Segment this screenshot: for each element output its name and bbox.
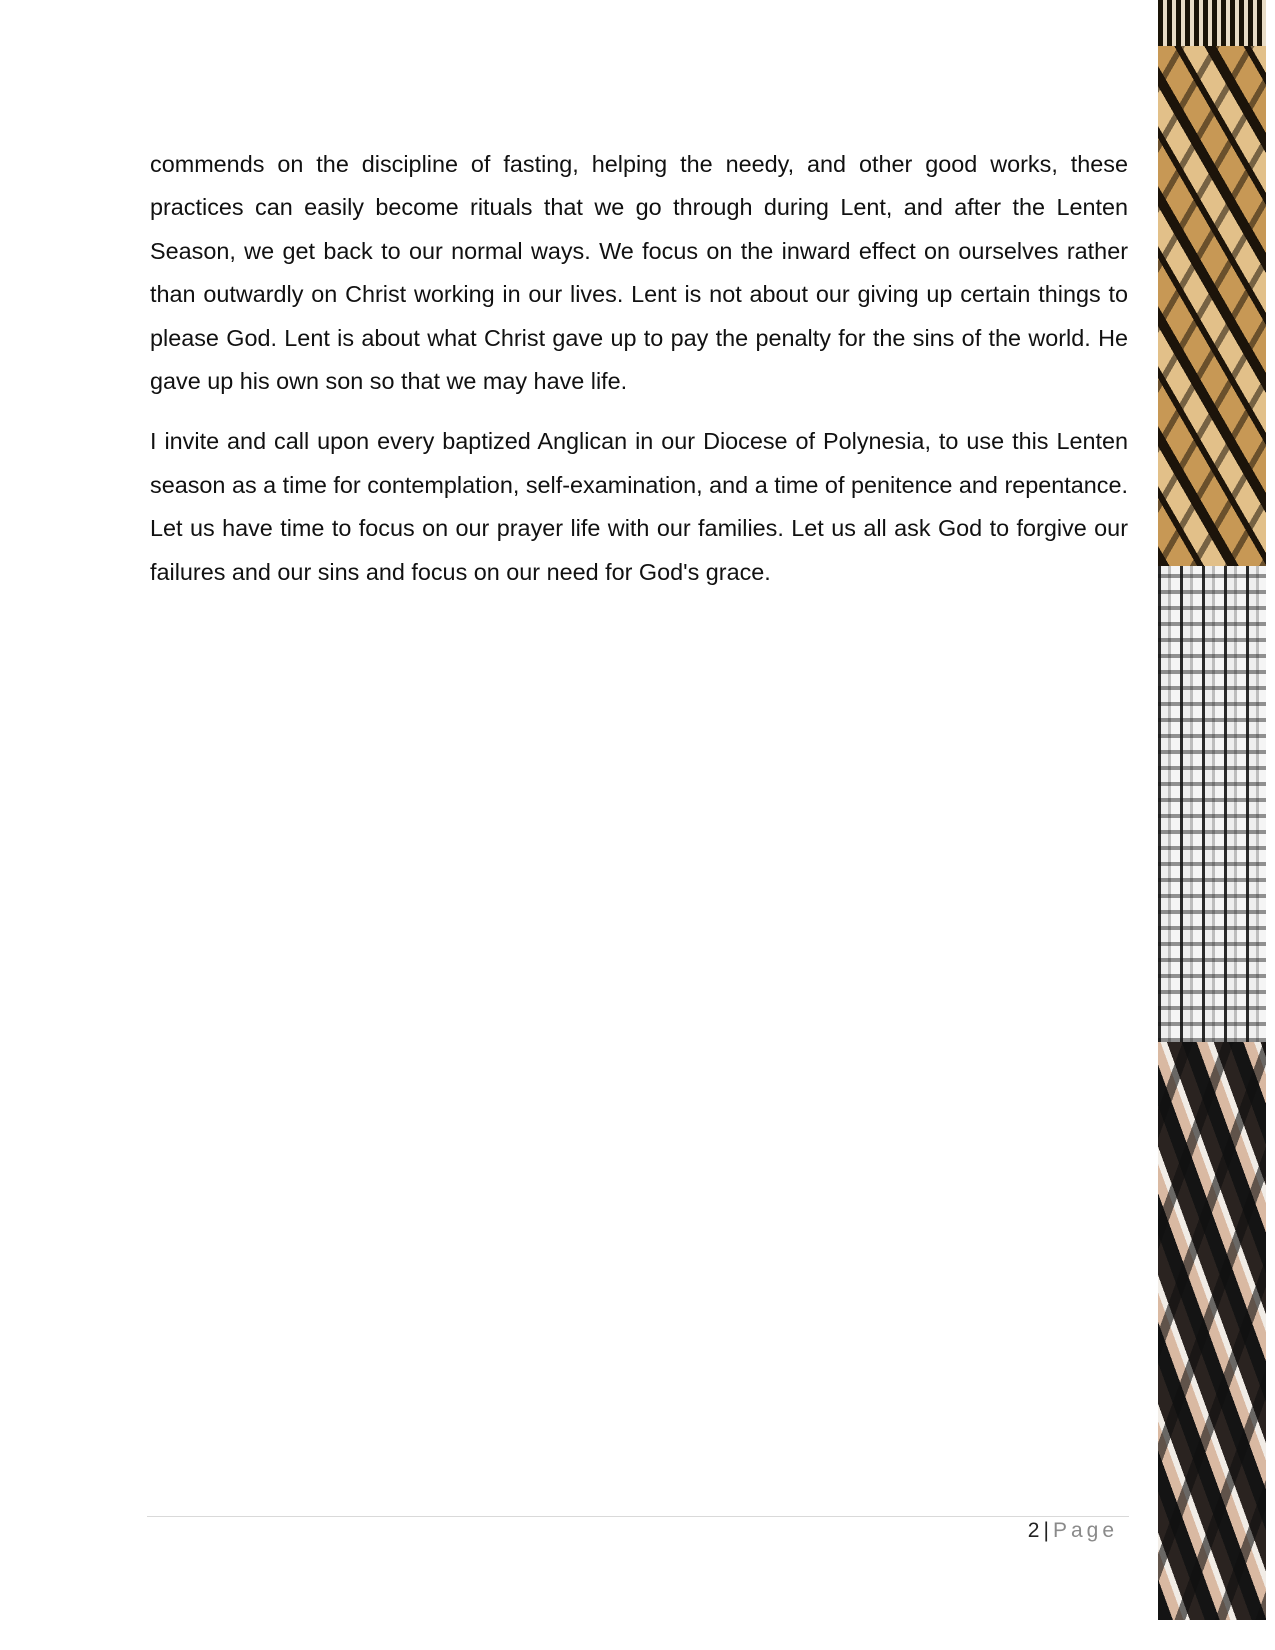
tapa-pattern-top-strip	[1158, 0, 1266, 46]
page-footer	[1028, 1519, 1118, 1543]
tapa-pattern-tan	[1158, 46, 1266, 566]
paragraph-1: commends on the discipline of fasting, helping the needy, and other good works, these practices can easily become rituals that we go through during Lent, and after the Lenten Season, we get back to our normal ways. We focus on the inward effect on ourselves rather than outwardly on Christ working in our lives. Lent is not about our giving up certain things to please God. Lent is about what Christ gave up to pay the penalty for the sins of the world. He gave up his own son so that we may have life.	[150, 151, 1128, 395]
paragraph-2: I invite and call upon every baptized Anglican in our Diocese of Polynesia, to use this Lenten season as a time for contemplation, self-examination, and a time of penitence and repentance. Let us have time to focus on our prayer life with our families. Let us all ask God to forgive our failures and our sins and focus on our need for God's grace.	[150, 428, 1128, 585]
tapa-pattern-brown	[1158, 1042, 1266, 1620]
decorative-tapa-border	[1158, 0, 1266, 1620]
tapa-pattern-gray	[1158, 566, 1266, 1042]
page-label: Page	[1052, 1519, 1118, 1542]
page-number: 2	[1027, 1519, 1040, 1542]
footer-separator: |	[1043, 1519, 1049, 1542]
footer-divider	[147, 1516, 1129, 1517]
body-text	[150, 143, 1128, 611]
